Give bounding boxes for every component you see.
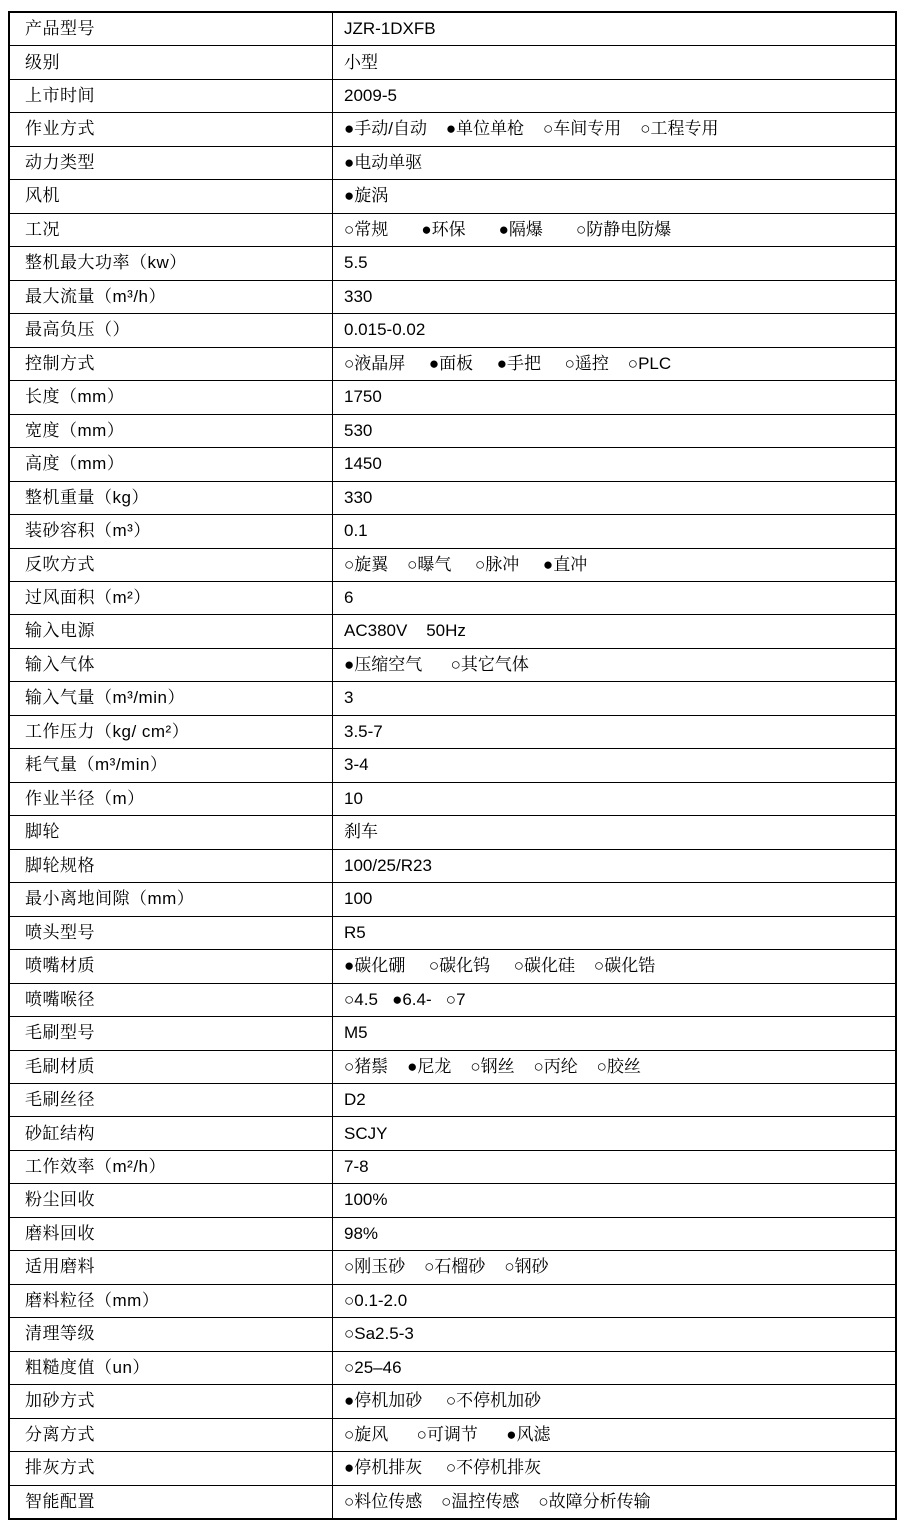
spec-label: 智能配置: [10, 1486, 333, 1518]
spec-value: 1750: [344, 387, 382, 407]
spec-value: 330: [344, 286, 373, 306]
spec-value: ●旋涡: [344, 186, 389, 206]
table-row: [10, 13, 895, 46]
spec-label: 磨料回收: [10, 1218, 333, 1250]
table-row: [10, 950, 895, 983]
spec-value: ○旋风 ○可调节 ●风滤: [344, 1424, 551, 1444]
spec-label: 作业方式: [10, 113, 333, 145]
table-row: [10, 850, 895, 883]
spec-label: 分离方式: [10, 1419, 333, 1451]
spec-label: 磨料粒径（mm）: [10, 1285, 333, 1317]
table-row: [10, 80, 895, 113]
spec-value: ○液晶屏 ●面板 ●手把 ○遥控 ○PLC: [344, 353, 672, 373]
spec-value: ○猪鬃 ●尼龙 ○钢丝 ○丙纶 ○胶丝: [344, 1056, 641, 1076]
table-row: [10, 180, 895, 213]
table-row: [10, 147, 895, 180]
spec-value: 3-4: [344, 755, 369, 775]
spec-value: D2: [344, 1090, 366, 1110]
table-row: [10, 1151, 895, 1184]
spec-label: 动力类型: [10, 147, 333, 179]
spec-value: ○4.5 ●6.4- ○7: [344, 989, 466, 1009]
spec-value: 330: [344, 487, 373, 507]
spec-label: 工作效率（m²/h）: [10, 1151, 333, 1183]
spec-value: 100%: [344, 1190, 388, 1210]
spec-label: 长度（mm）: [10, 381, 333, 413]
spec-value: 6: [344, 588, 354, 607]
spec-value: 100/25/R23: [344, 855, 432, 875]
spec-label: 整机重量（kg）: [10, 482, 333, 514]
spec-value: ●停机排灰 ○不停机排灰: [344, 1458, 542, 1478]
table-row: [10, 515, 895, 548]
spec-value: 3.5-7: [344, 721, 383, 741]
spec-label: 粉尘回收: [10, 1184, 333, 1216]
spec-label: 风机: [10, 180, 333, 212]
spec-value: 小型: [344, 52, 378, 72]
spec-value: ○25–46: [344, 1357, 402, 1377]
spec-value: 2009-5: [344, 85, 397, 105]
table-row: [10, 415, 895, 448]
table-row: [10, 749, 895, 782]
table-row: [10, 549, 895, 582]
spec-value: SCJY: [344, 1123, 388, 1143]
spec-value: 1450: [344, 454, 382, 474]
spec-label: 上市时间: [10, 80, 333, 112]
table-row: [10, 1285, 895, 1318]
spec-value: ●压缩空气 ○其它气体: [344, 654, 529, 674]
spec-value: 5.5: [344, 253, 368, 273]
spec-label: 过风面积（m²）: [10, 582, 333, 614]
spec-table: [8, 11, 897, 1520]
table-row: [10, 448, 895, 481]
spec-value: ●碳化硼 ○碳化钨 ○碳化硅 ○碳化锆: [344, 956, 656, 976]
spec-label: 加砂方式: [10, 1385, 333, 1417]
spec-label: 喷嘴材质: [10, 950, 333, 982]
table-row: [10, 1352, 895, 1385]
spec-value: 0.015-0.02: [344, 320, 426, 340]
table-row: [10, 1084, 895, 1117]
spec-label: 宽度（mm）: [10, 415, 333, 447]
spec-label: 控制方式: [10, 348, 333, 380]
spec-label: 整机最大功率（kw）: [10, 247, 333, 279]
table-row: [10, 649, 895, 682]
spec-value: ○料位传感 ○温控传感 ○故障分析传输: [344, 1491, 651, 1511]
table-row: [10, 783, 895, 816]
table-row: [10, 113, 895, 146]
table-row: [10, 381, 895, 414]
spec-value: ○旋翼 ○曝气 ○脉冲 ●直冲: [344, 554, 588, 574]
spec-label: 耗气量（m³/min）: [10, 749, 333, 781]
spec-value: ●手动/自动 ●单位单枪 ○车间专用 ○工程专用: [344, 119, 719, 139]
spec-label: 清理等级: [10, 1318, 333, 1350]
spec-label: 喷嘴喉径: [10, 984, 333, 1016]
spec-label: 产品型号: [10, 13, 333, 45]
spec-value: 0.1: [344, 521, 368, 541]
spec-value: R5: [344, 922, 366, 942]
table-row: [10, 582, 895, 615]
spec-label: 反吹方式: [10, 549, 333, 581]
spec-label: 最大流量（m³/h）: [10, 281, 333, 313]
table-row: [10, 1117, 895, 1150]
spec-label: 最高负压（）: [10, 314, 333, 346]
table-row: [10, 1218, 895, 1251]
table-row: [10, 615, 895, 648]
spec-label: 最小离地间隙（mm）: [10, 883, 333, 915]
spec-label: 毛刷丝径: [10, 1084, 333, 1116]
spec-value: JZR-1DXFB: [344, 19, 436, 39]
table-row: [10, 1184, 895, 1217]
spec-label: 作业半径（m）: [10, 783, 333, 815]
spec-value: ○0.1-2.0: [344, 1290, 408, 1310]
table-row: [10, 314, 895, 347]
spec-label: 高度（mm）: [10, 448, 333, 480]
table-row: [10, 682, 895, 715]
spec-label: 工况: [10, 214, 333, 246]
table-row: [10, 1486, 895, 1518]
spec-value: M5: [344, 1023, 368, 1043]
spec-label: 输入电源: [10, 615, 333, 647]
spec-label: 输入气量（m³/min）: [10, 682, 333, 714]
table-row: [10, 1051, 895, 1084]
spec-value: ●电动单驱: [344, 152, 423, 172]
spec-label: 毛刷材质: [10, 1051, 333, 1083]
spec-value: 530: [344, 420, 373, 440]
table-row: [10, 917, 895, 950]
table-row: [10, 716, 895, 749]
spec-value: ○常规 ●环保 ●隔爆 ○防静电防爆: [344, 219, 672, 239]
table-row: [10, 1318, 895, 1351]
spec-label: 粗糙度值（un）: [10, 1352, 333, 1384]
spec-value: 98%: [344, 1223, 379, 1243]
spec-label: 输入气体: [10, 649, 333, 681]
spec-label: 喷头型号: [10, 917, 333, 949]
table-row: [10, 1419, 895, 1452]
spec-value: 刹车: [344, 822, 378, 842]
spec-value: 10: [344, 788, 363, 808]
spec-label: 工作压力（kg/ cm²）: [10, 716, 333, 748]
spec-label: 装砂容积（m³）: [10, 515, 333, 547]
spec-label: 脚轮规格: [10, 850, 333, 882]
spec-label: 排灰方式: [10, 1452, 333, 1484]
spec-value: 100: [344, 889, 373, 909]
table-row: [10, 247, 895, 280]
spec-value: AC380V 50Hz: [344, 621, 466, 641]
table-row: [10, 1251, 895, 1284]
table-row: [10, 348, 895, 381]
table-row: [10, 482, 895, 515]
spec-label: 脚轮: [10, 816, 333, 848]
table-row: [10, 46, 895, 79]
table-row: [10, 816, 895, 849]
spec-label: 砂缸结构: [10, 1117, 333, 1149]
table-row: [10, 281, 895, 314]
table-row: [10, 1385, 895, 1418]
spec-value: 7-8: [344, 1156, 369, 1176]
spec-value: 3: [344, 688, 354, 708]
spec-label: 适用磨料: [10, 1251, 333, 1283]
table-row: [10, 1017, 895, 1050]
table-row: [10, 214, 895, 247]
spec-value: ●停机加砂 ○不停机加砂: [344, 1391, 542, 1411]
spec-value: ○Sa2.5-3: [344, 1324, 414, 1344]
table-row: [10, 984, 895, 1017]
spec-label: 级别: [10, 46, 333, 78]
spec-label: 毛刷型号: [10, 1017, 333, 1049]
spec-value: ○刚玉砂 ○石榴砂 ○钢砂: [344, 1257, 549, 1277]
table-row: [10, 1452, 895, 1485]
table-row: [10, 883, 895, 916]
